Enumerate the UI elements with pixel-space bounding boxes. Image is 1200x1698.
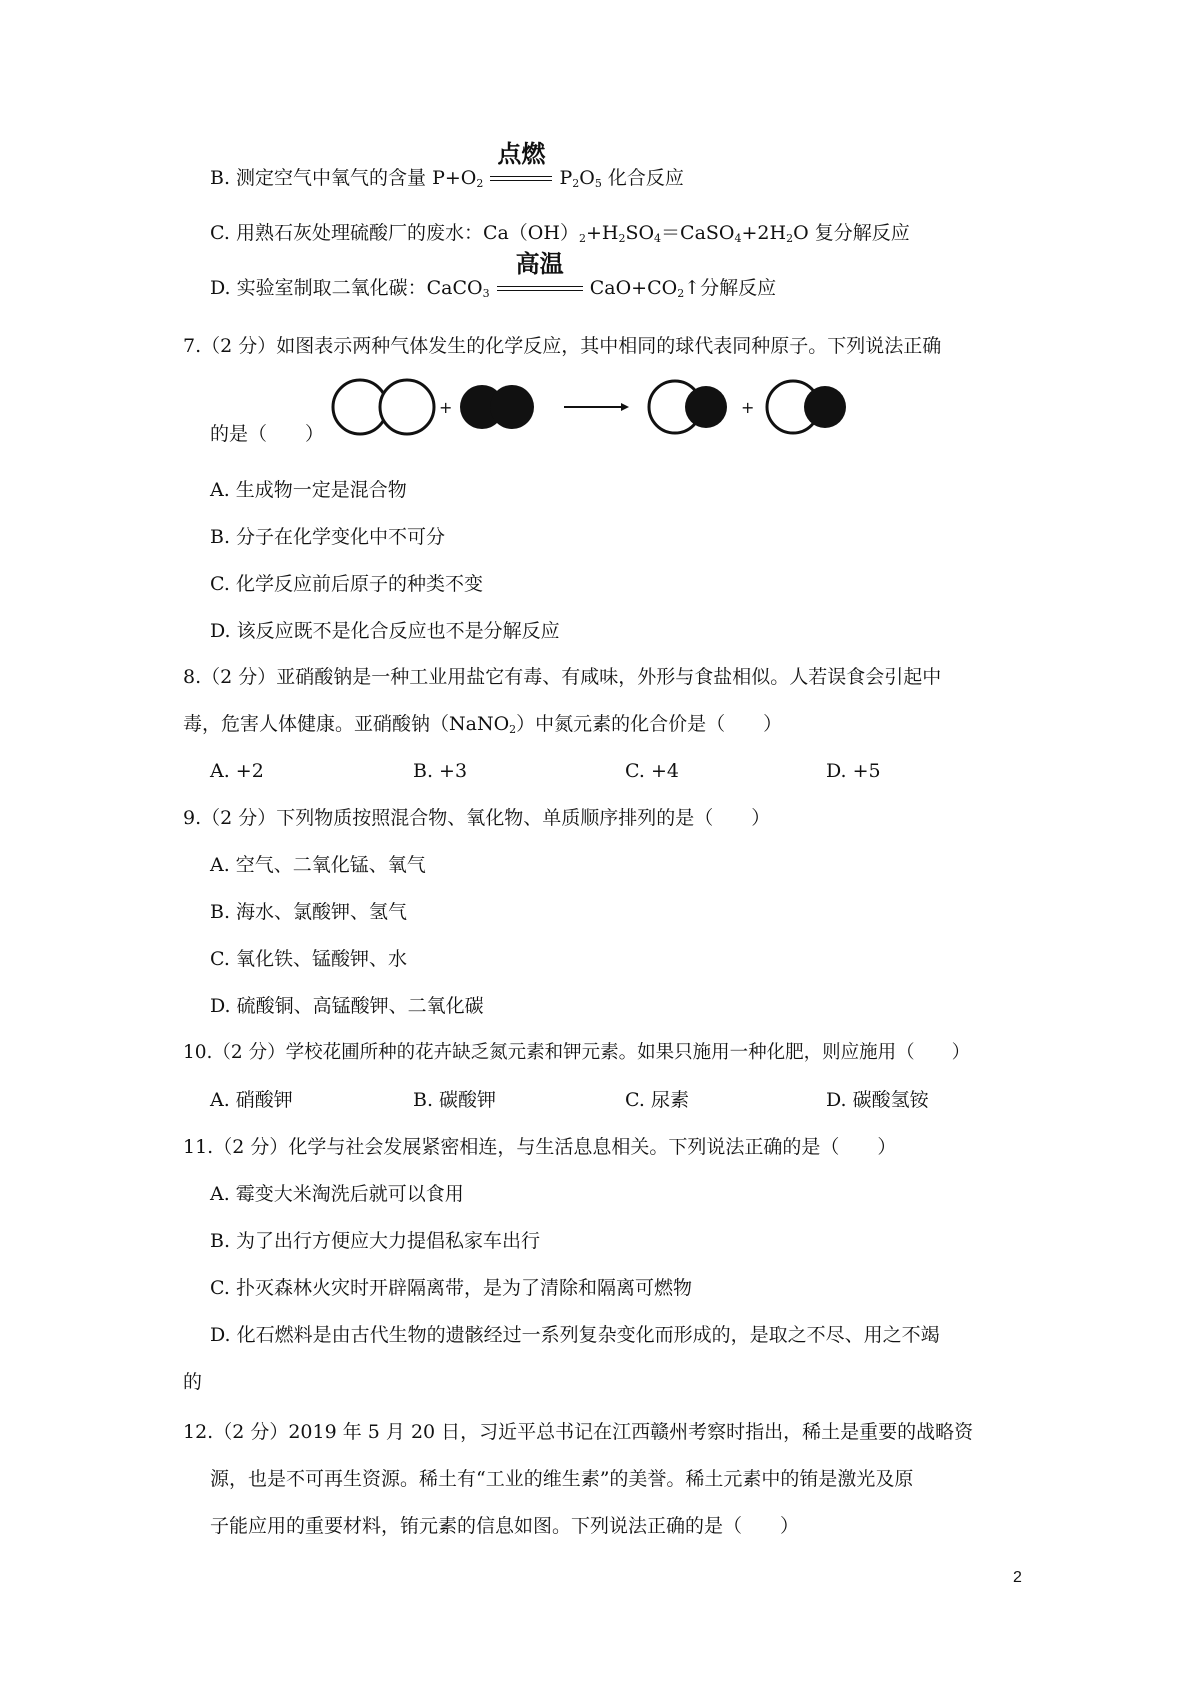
q8-option-c: C. +4 — [625, 760, 679, 782]
q9-stem: 9.（2 分）下列物质按照混合物、氧化物、单质顺序排列的是（ ） — [183, 807, 771, 829]
q9-option-d: D. 硫酸铜、高锰酸钾、二氧化碳 — [210, 995, 484, 1017]
q7-stem-cont: 的是（ ） — [210, 423, 325, 445]
q10-option-d: D. 碳酸氢铵 — [826, 1089, 929, 1111]
product-molecule-1 — [649, 381, 727, 433]
q9-option-c: C. 氧化铁、锰酸钾、水 — [210, 948, 407, 970]
q10-stem: 10.（2 分）学校花圃所种的花卉缺乏氮元素和钾元素。如果只施用一种化肥，则应施用（ ） — [183, 1042, 971, 1063]
q6-option-d: D. 实验室制取二氧化碳：CaCO$_3$ 高温 $CaO+CO_2↑$分解反应 — [210, 250, 777, 300]
q6-option-b-text: B. 测定空气中氧气的含量 — [210, 167, 427, 189]
q7-option-b: B. 分子在化学变化中不可分 — [210, 526, 446, 548]
q12-stem-cont-2: 子能应用的重要材料，铕元素的信息如图。下列说法正确的是（ ） — [210, 1515, 800, 1537]
page-number: 2 — [1013, 1569, 1022, 1586]
q9-option-b: B. 海水、氯酸钾、氢气 — [210, 901, 408, 923]
reaction-condition-ignite: 点燃 — [490, 166, 552, 190]
q7-option-c: C. 化学反应前后原子的种类不变 — [210, 573, 483, 595]
q7-option-a: A. 生成物一定是混合物 — [210, 479, 407, 501]
q12-stem-cont: 源，也是不可再生资源。稀土有“工业的维生素”的美誉。稀土元素中的铕是激光及原 — [210, 1468, 914, 1490]
reaction-condition-high-temp: 高温 — [497, 276, 583, 300]
q7-stem: 7.（2 分）如图表示两种气体发生的化学反应，其中相同的球代表同种原子。下列说法正确 — [183, 335, 942, 357]
plus-sign-1: + — [439, 398, 453, 417]
q8-option-a: A. +2 — [210, 760, 264, 782]
q11-stem: 11.（2 分）化学与社会发展紧密相连，与生活息息相关。下列说法正确的是（ ） — [183, 1136, 897, 1158]
q9-option-a: A. 空气、二氧化锰、氧气 — [210, 854, 426, 876]
q7-option-d: D. 该反应既不是化合反应也不是分解反应 — [210, 620, 560, 642]
q6-option-b-tail: 化合反应 — [607, 167, 684, 189]
q11-option-c: C. 扑灭森林火灾时开辟隔离带，是为了清除和隔离可燃物 — [210, 1277, 692, 1299]
q6-option-b: B. 测定空气中氧气的含量 $P+O_2$ 点燃 $P_2O_5$ 化合反应 — [210, 140, 684, 190]
q11-option-a: A. 霉变大米淘洗后就可以食用 — [210, 1183, 464, 1205]
q10-option-a: A. 硝酸钾 — [210, 1089, 293, 1111]
reactant-molecule-black — [460, 385, 534, 429]
q8-stem: 8.（2 分）亚硝酸钠是一种工业用盐它有毒、有咸味，外形与食盐相似。人若误食会引起中 — [183, 666, 942, 688]
q10-option-c: C. 尿素 — [625, 1089, 689, 1111]
q8-option-b: B. +3 — [413, 760, 468, 782]
q12-stem: 12.（2 分）2019 年 5 月 20 日，习近平总书记在江西赣州考察时指出，稀土是重要的战略资 — [183, 1421, 974, 1443]
reactant-molecule-white — [333, 380, 434, 434]
q8-option-d: D. +5 — [826, 760, 881, 782]
product-molecule-2 — [767, 381, 846, 433]
q11-option-d: D. 化石燃料是由古代生物的遗骸经过一系列复杂变化而形成的，是取之不尽、用之不竭 — [210, 1324, 940, 1346]
reaction-diagram — [330, 370, 880, 440]
q11-option-b: B. 为了出行方便应大力提倡私家车出行 — [210, 1230, 541, 1252]
q8-stem-cont: 毒，危害人体健康。亚硝酸钠（NaNO$_2$）中氮元素的化合价是（ ） — [183, 713, 783, 736]
q10-option-b: B. 碳酸钾 — [413, 1089, 497, 1111]
plus-sign-2: + — [741, 398, 755, 417]
q11-option-d-cont: 的 — [183, 1371, 203, 1393]
q6-option-c: C. 用熟石灰处理硫酸厂的废水：$Ca(OH)_2+H_2SO_4=CaSO_4+2H_2O$ 复分解反应 — [210, 222, 910, 245]
